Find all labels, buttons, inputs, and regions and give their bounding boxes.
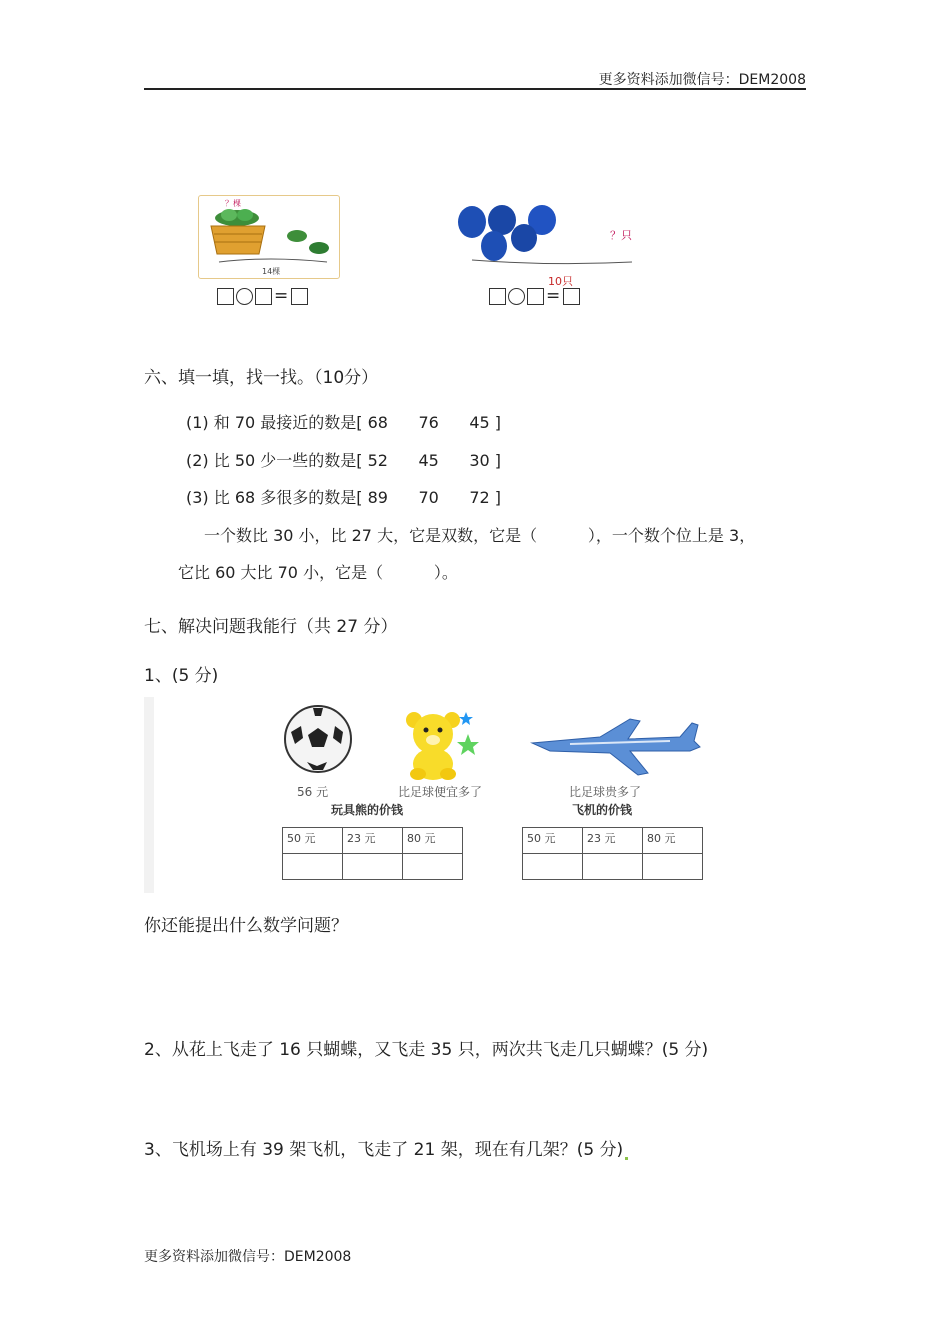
equation-boxes-1 xyxy=(216,286,309,306)
basket-total-label: 14棵 xyxy=(262,267,281,276)
section7-title: 七、解决问题我能行（共 27 分） xyxy=(144,617,398,637)
header-rule xyxy=(144,88,806,90)
soccer-ball-icon xyxy=(283,704,353,774)
section6-item-3: (3) 比 68 多很多的数是[ 89 70 72 ] xyxy=(186,488,502,507)
equals-sign: = xyxy=(546,286,562,306)
section6-title: 六、填一填，找一找。（10分） xyxy=(144,368,379,388)
answer-box[interactable] xyxy=(255,288,272,305)
balloons-total-label: 10只 xyxy=(548,275,573,288)
answer-box[interactable] xyxy=(563,288,580,305)
option-cell[interactable]: 50 元 xyxy=(283,828,343,854)
question-2: 2、从花上飞走了 16 只蝴蝶，又飞走 35 只，两次共飞走几只蝴蝶？(5 分) xyxy=(144,1040,709,1060)
answer-cell[interactable] xyxy=(583,854,643,880)
airplane-icon xyxy=(530,717,702,777)
answer-box[interactable] xyxy=(527,288,544,305)
option-cell[interactable]: 50 元 xyxy=(523,828,583,854)
question-1-label: 1、(5 分) xyxy=(144,666,219,686)
ball-price: 56 元 xyxy=(297,785,329,799)
section6-line-4: 一个数比 30 小，比 27 大，它是双数，它是（ ），一个数个位上是 3， xyxy=(204,526,756,545)
operator-circle[interactable] xyxy=(508,288,525,305)
page-footer: 更多资料添加微信号：DEM2008 xyxy=(144,1249,352,1265)
option-cell[interactable]: 80 元 xyxy=(403,828,463,854)
plane-price-table xyxy=(522,827,703,880)
answer-cell[interactable] xyxy=(343,854,403,880)
answer-box[interactable] xyxy=(291,288,308,305)
balloons-question-label: ？只 xyxy=(610,229,632,242)
table-row xyxy=(283,854,463,880)
answer-cell[interactable] xyxy=(523,854,583,880)
section6-line-5: 它比 60 大比 70 小，它是（ ）。 xyxy=(178,563,458,582)
ask-question-prompt: 你还能提出什么数学问题？ xyxy=(144,916,348,936)
table-row xyxy=(523,828,703,854)
question-3: 3、飞机场上有 39 架飞机，飞走了 21 架，现在有几架？(5 分) xyxy=(144,1135,628,1160)
table-row xyxy=(523,854,703,880)
answer-cell[interactable] xyxy=(283,854,343,880)
teddy-bear-icon xyxy=(402,708,482,784)
option-cell[interactable]: 80 元 xyxy=(643,828,703,854)
decor-dot xyxy=(625,1157,628,1160)
basket-question-label: ？棵 xyxy=(225,199,241,208)
operator-circle[interactable] xyxy=(236,288,253,305)
equals-sign: = xyxy=(274,286,290,306)
answer-box[interactable] xyxy=(217,288,234,305)
page-header: 更多资料添加微信号：DEM2008 xyxy=(598,72,806,88)
answer-box[interactable] xyxy=(489,288,506,305)
plane-caption: 飞机的价钱 xyxy=(572,803,633,817)
section6-item-2: (2) 比 50 少一些的数是[ 52 45 30 ] xyxy=(186,451,502,470)
bear-note: 比足球便宜多了 xyxy=(398,785,483,799)
answer-cell[interactable] xyxy=(643,854,703,880)
equation-boxes-2 xyxy=(488,286,581,306)
balloons-illustration xyxy=(452,200,642,290)
balloons-picture xyxy=(452,200,642,290)
bear-price-table xyxy=(282,827,463,880)
table-row xyxy=(283,828,463,854)
option-cell[interactable]: 23 元 xyxy=(583,828,643,854)
option-cell[interactable]: 23 元 xyxy=(343,828,403,854)
bear-caption: 玩具熊的价钱 xyxy=(331,803,404,817)
answer-cell[interactable] xyxy=(403,854,463,880)
section6-item-1: (1) 和 70 最接近的数是[ 68 76 45 ] xyxy=(186,413,502,432)
picture-panel xyxy=(144,697,154,893)
plane-note: 比足球贵多了 xyxy=(569,785,642,799)
